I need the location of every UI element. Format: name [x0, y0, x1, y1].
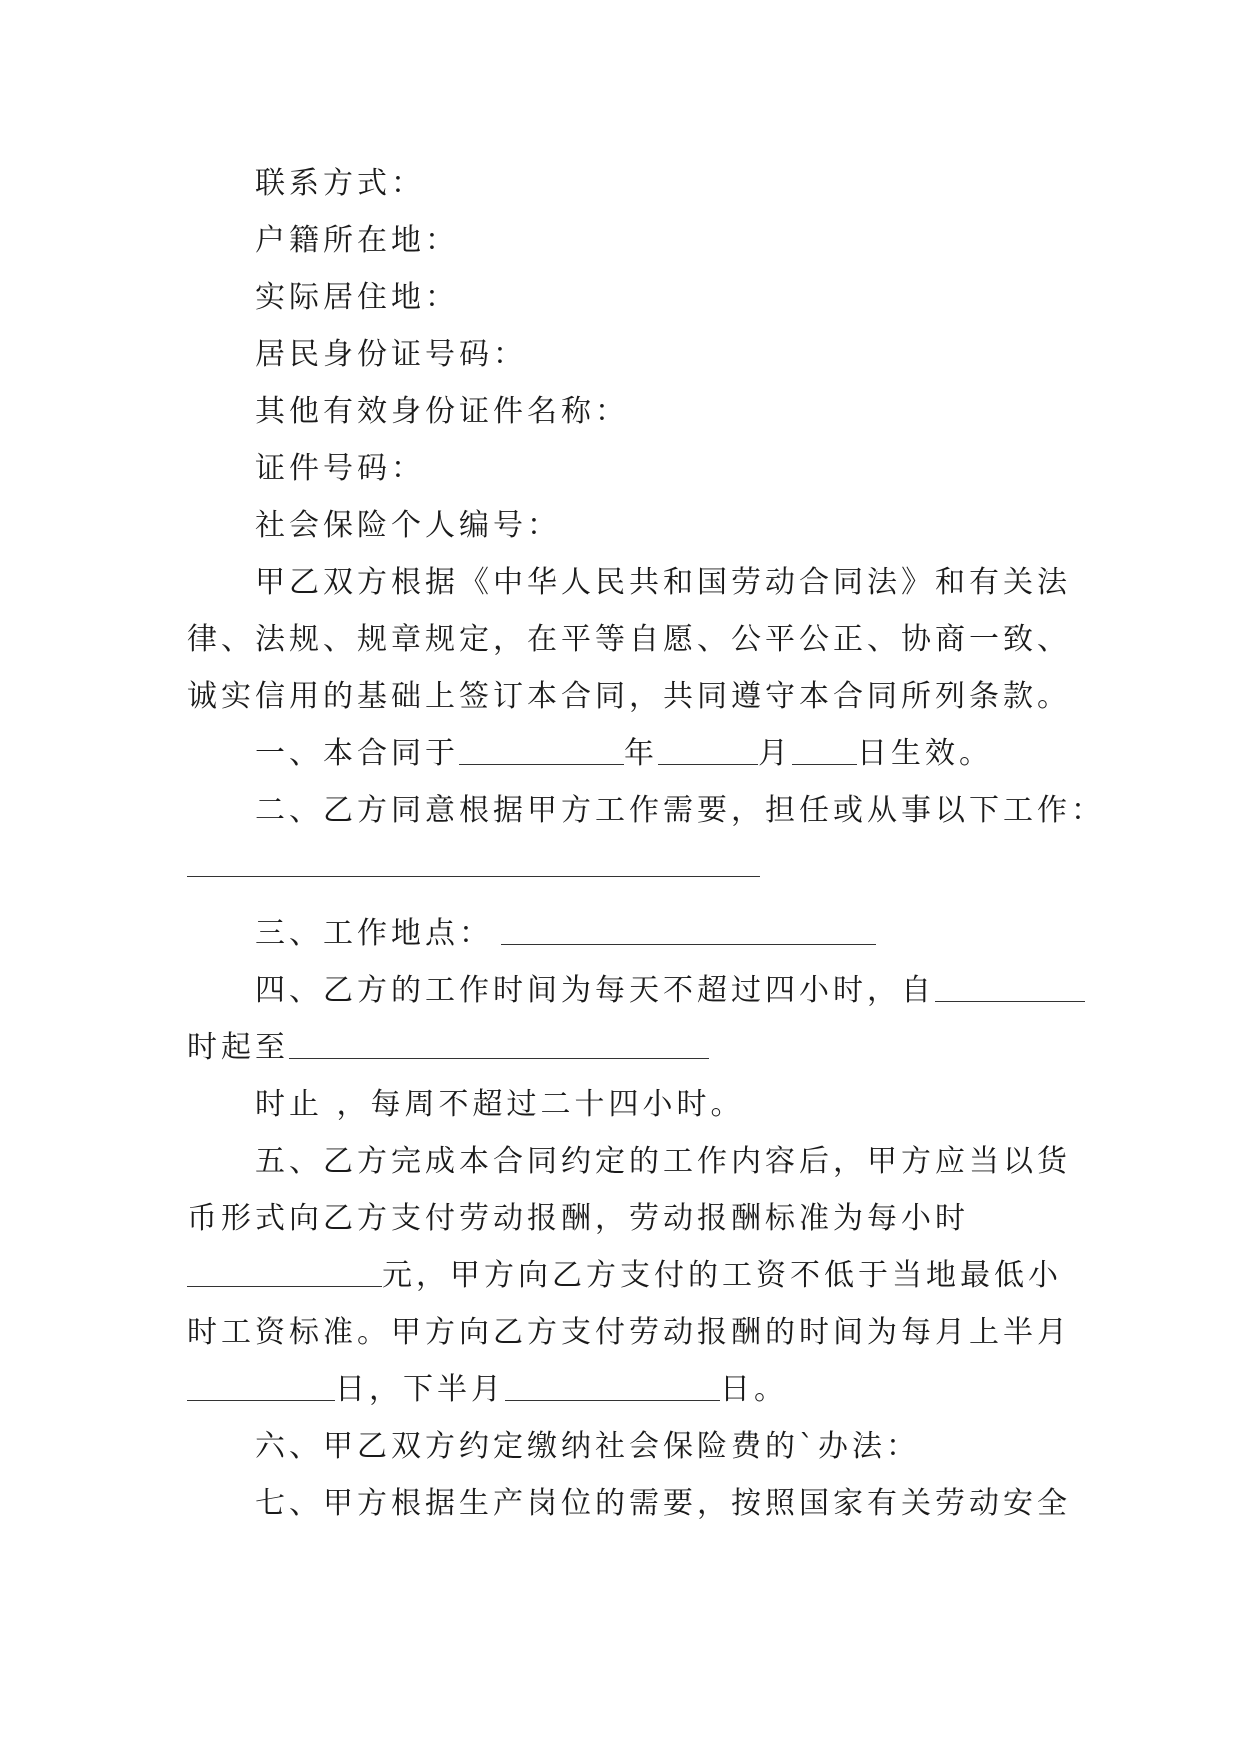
preamble-line-1: 甲乙双方根据《中华人民共和国劳动合同法》和有关法: [255, 565, 1071, 600]
clause-4-line-3: 时止 ，每周不超过二十四小时。: [255, 1087, 745, 1122]
clause-7: 七、甲方根据生产岗位的需要，按照国家有关劳动安全: [255, 1486, 1071, 1521]
hourly-wage-blank[interactable]: [187, 1256, 382, 1287]
clause-5-text-3: 元，甲方向乙方支付的工资不低于当地最低小: [382, 1258, 1062, 1293]
clause-1-suffix: 日生效。: [857, 736, 993, 771]
clause-3-label: 三、工作地点：: [255, 916, 493, 951]
clause-4-text-1: 四、乙方的工作时间为每天不超过四小时，自: [255, 973, 935, 1008]
clause-1-month: 月: [758, 736, 792, 771]
clause-4-line-2: [187, 1026, 709, 1070]
work-location-blank[interactable]: [501, 914, 876, 945]
field-certificate-number: 证件号码：: [255, 451, 425, 486]
clause-1-prefix: 一、本合同于: [255, 736, 459, 771]
clause-5-line-2: 币形式向乙方支付劳动报酬，劳动报酬标准为每小时: [187, 1201, 969, 1236]
job-description-blank[interactable]: [187, 876, 760, 877]
effective-year-blank[interactable]: [459, 734, 624, 765]
clause-1: [255, 732, 993, 776]
field-contact: 联系方式：: [255, 166, 425, 201]
field-id-number: 居民身份证号码：: [255, 337, 527, 372]
effective-month-blank[interactable]: [658, 734, 758, 765]
field-social-insurance-number: 社会保险个人编号：: [255, 508, 561, 543]
clause-5-line-1: 五、乙方完成本合同约定的工作内容后，甲方应当以货: [255, 1144, 1071, 1179]
work-end-time-blank[interactable]: [289, 1028, 709, 1059]
field-household-registration: 户籍所在地：: [255, 223, 459, 258]
clause-5-line-5: [187, 1368, 788, 1412]
first-half-payday-blank[interactable]: [187, 1370, 335, 1401]
field-actual-residence: 实际居住地：: [255, 280, 459, 315]
second-half-payday-blank[interactable]: [505, 1370, 720, 1401]
clause-4-text-2: 时起至: [187, 1030, 289, 1065]
clause-4-line-1: [255, 969, 1085, 1013]
clause-5-line-3: [187, 1254, 1062, 1298]
clause-1-year: 年: [624, 736, 658, 771]
preamble-line-2: 律、法规、规章规定，在平等自愿、公平公正、协商一致、: [187, 622, 1071, 657]
clause-5-text-5b: 日。: [720, 1372, 788, 1407]
effective-day-blank[interactable]: [792, 734, 857, 765]
clause-2: 二、乙方同意根据甲方工作需要，担任或从事以下工作：: [255, 793, 1105, 828]
clause-5-text-5a: 日，下半月: [335, 1372, 505, 1407]
clause-6: 六、甲乙双方约定缴纳社会保险费的`办法：: [255, 1429, 920, 1464]
work-start-time-blank[interactable]: [935, 971, 1085, 1002]
clause-3: [255, 912, 876, 956]
field-other-id-name: 其他有效身份证件名称：: [255, 394, 629, 429]
clause-5-line-4: 时工资标准。甲方向乙方支付劳动报酬的时间为每月上半月: [187, 1315, 1071, 1350]
preamble-line-3: 诚实信用的基础上签订本合同，共同遵守本合同所列条款。: [187, 679, 1071, 714]
